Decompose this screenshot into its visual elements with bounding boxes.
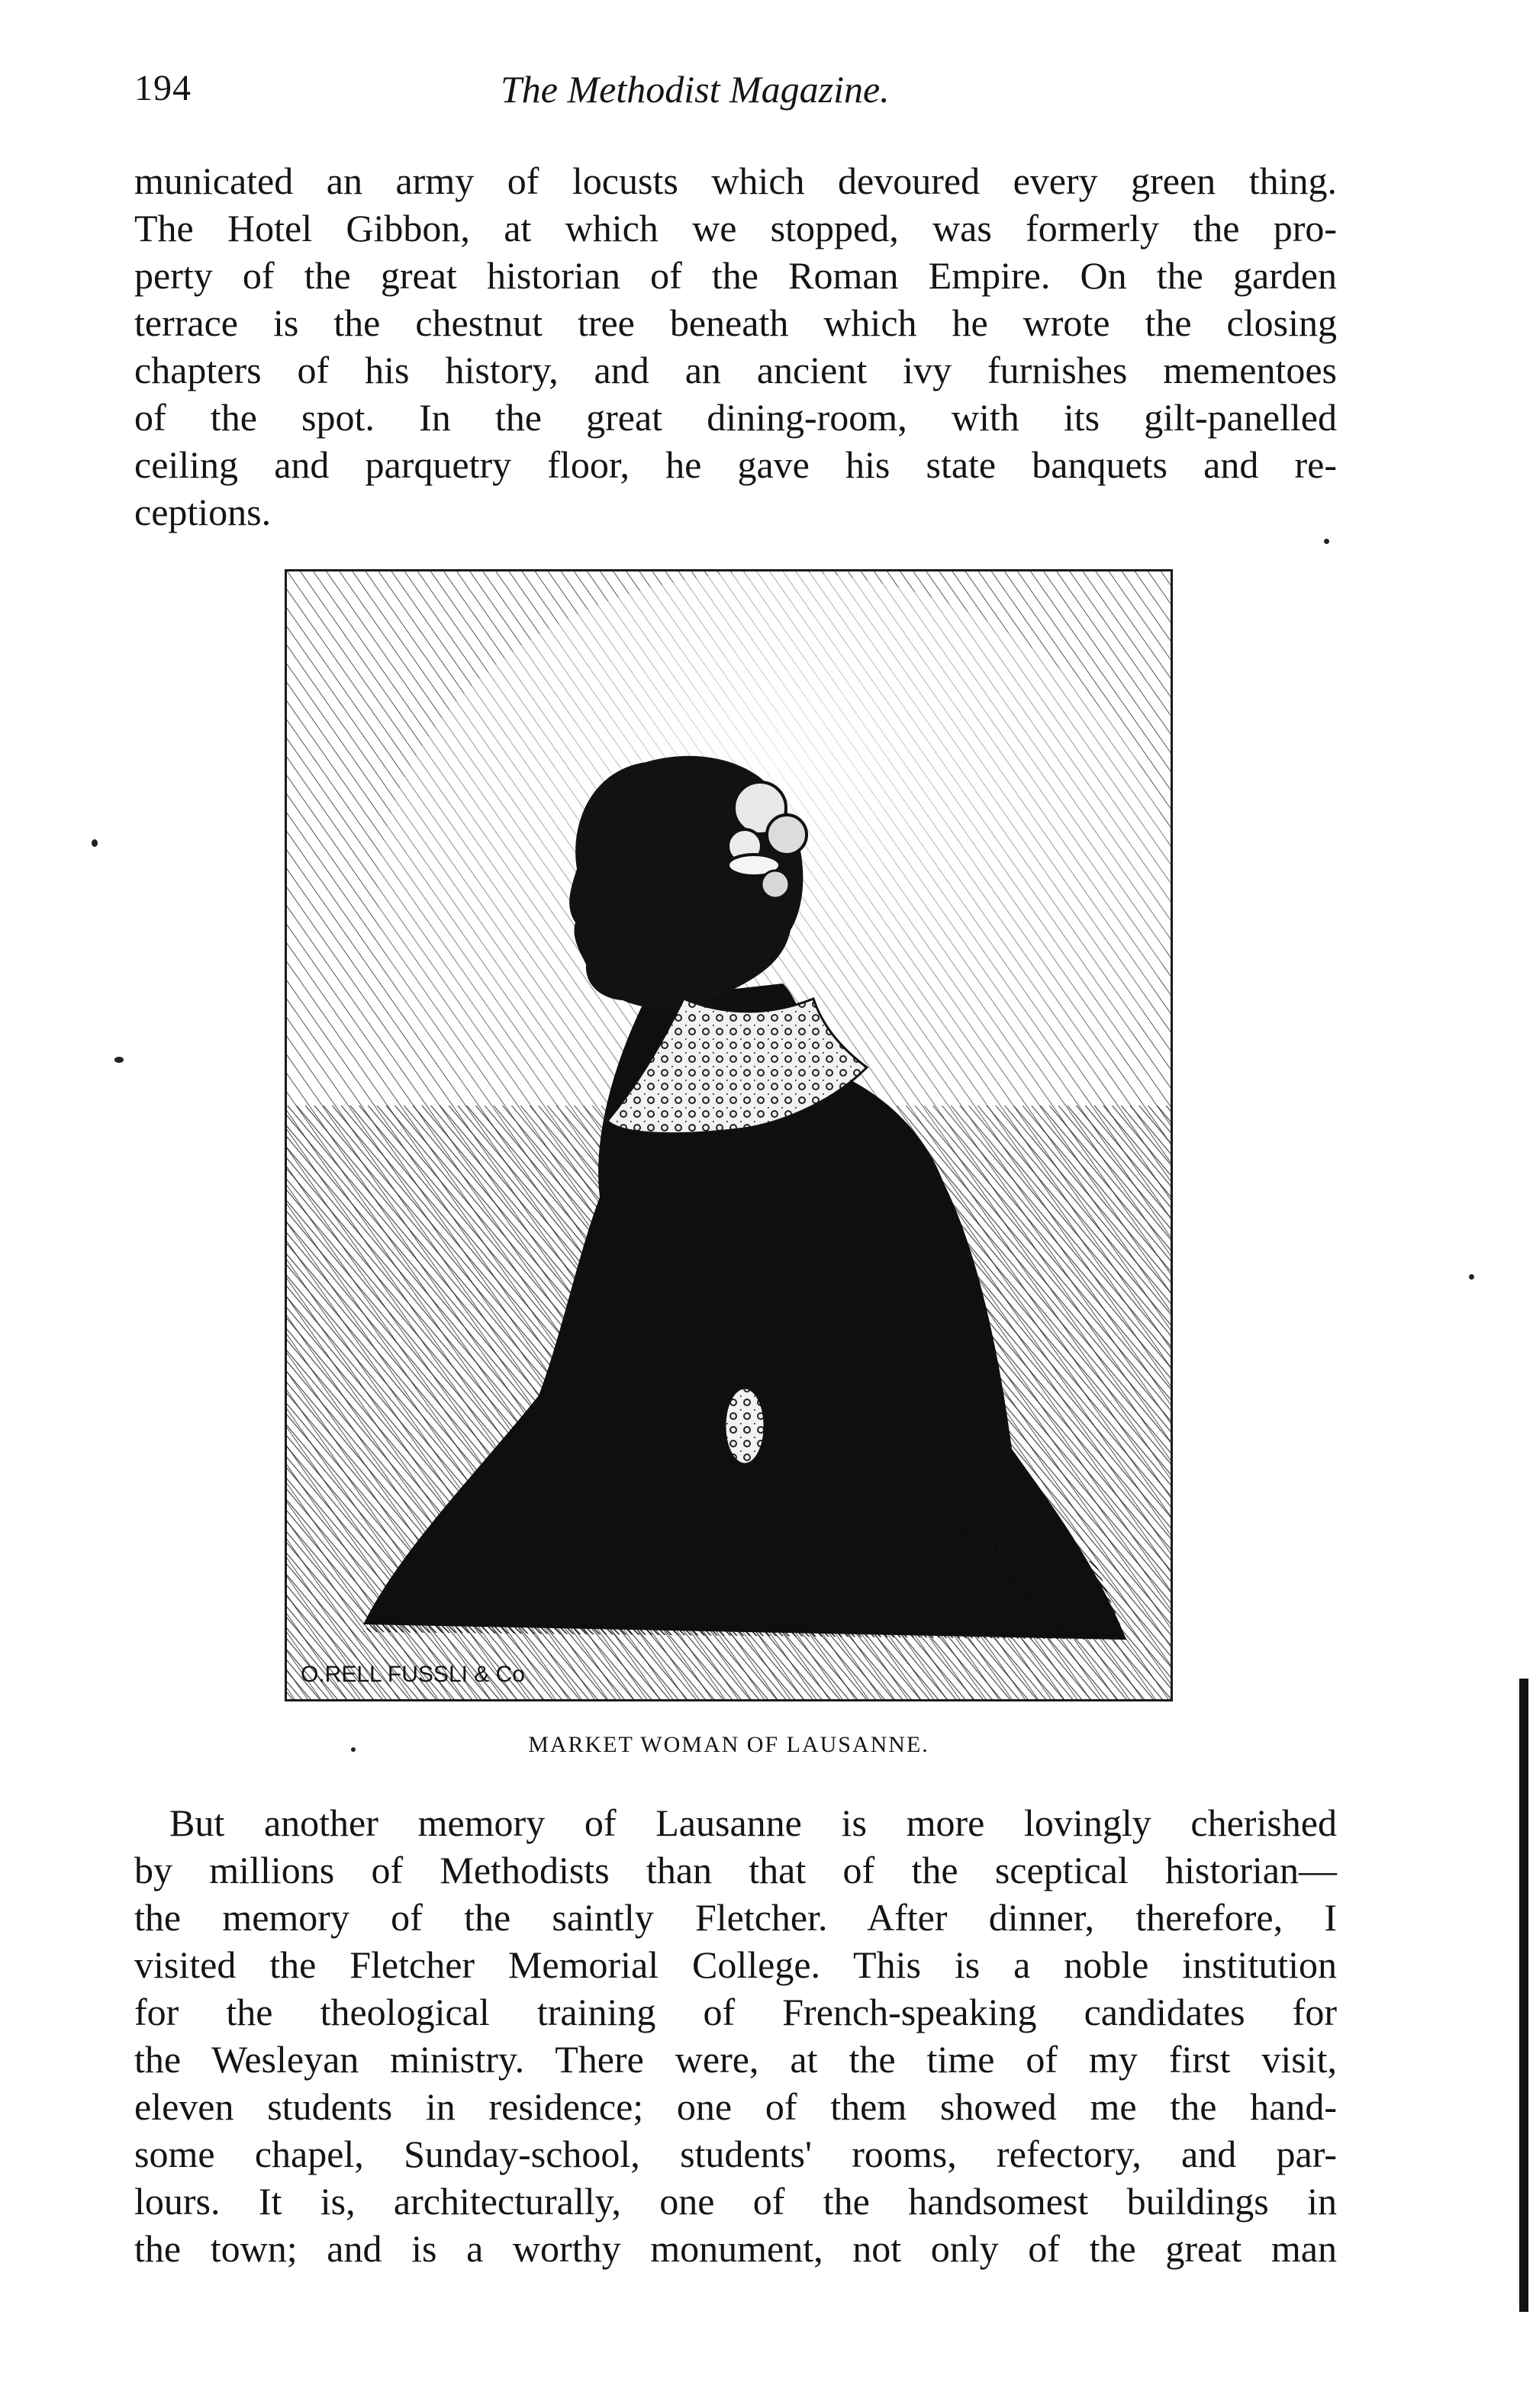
text-line: of the spot. In the great dining-room, with its gilt-panelled [134,396,1337,439]
hands-detail [725,1388,765,1464]
text-line: ceiling and parquetry floor, he gave his state banquets and re- [134,443,1337,486]
artist-signature: Weber [945,1508,1050,1585]
text-line: perty of the great historian of the Roman Empire. On the garden [134,254,1337,297]
text-line: terrace is the chestnut tree beneath which he wrote the closing [134,301,1337,344]
scan-edge-mark [1519,1679,1528,2312]
text-line: chapters of his history, and an ancient ivy furnishes mementoes [134,349,1337,391]
page-number: 194 [134,68,192,108]
text-line: the memory of the saintly Fletcher. After dinner, therefore, I [134,1896,1337,1939]
text-line: ceptions. [134,491,272,533]
scan-speck [1324,539,1329,544]
scan-speck [92,839,98,847]
scan-speck [351,1747,356,1752]
text-line: visited the Fletcher Memorial College. This is a noble institution [134,1943,1337,1986]
text-line: the Wesleyan ministry. There were, at the time of my first visit, [134,2038,1337,2081]
body-paragraph-2 [134,1799,1337,2272]
text-line: some chapel, Sunday-school, students' rooms, refectory, and par- [134,2133,1337,2175]
text-line: The Hotel Gibbon, at which we stopped, was formerly the pro- [134,207,1337,249]
engraving-illustration [285,569,1173,1701]
journal-title: The Methodist Magazine. [501,68,890,111]
text-line: by millions of Methodists than that of the sceptical historian— [134,1849,1337,1891]
engraver-credit: O.RELL FUSSLI & Co [301,1662,525,1687]
scan-speck [1469,1274,1474,1280]
text-line: the town; and is a worthy monument, not only of the great man [134,2227,1337,2270]
scan-speck [114,1057,124,1063]
text-line: for the theological training of French-speaking candidates for [134,1991,1337,2033]
text-line: But another memory of Lausanne is more lovingly cherished [169,1801,1337,1844]
body-paragraph-1 [134,157,1337,536]
figure-caption: MARKET WOMAN OF LAUSANNE. [528,1732,929,1757]
running-head [134,67,1332,121]
text-line: eleven students in residence; one of them showed me the hand- [134,2085,1337,2128]
text-line: lours. It is, architecturally, one of the handsomest buildings in [134,2180,1337,2223]
text-line: municated an army of locusts which devoured every green thing. [134,159,1337,202]
